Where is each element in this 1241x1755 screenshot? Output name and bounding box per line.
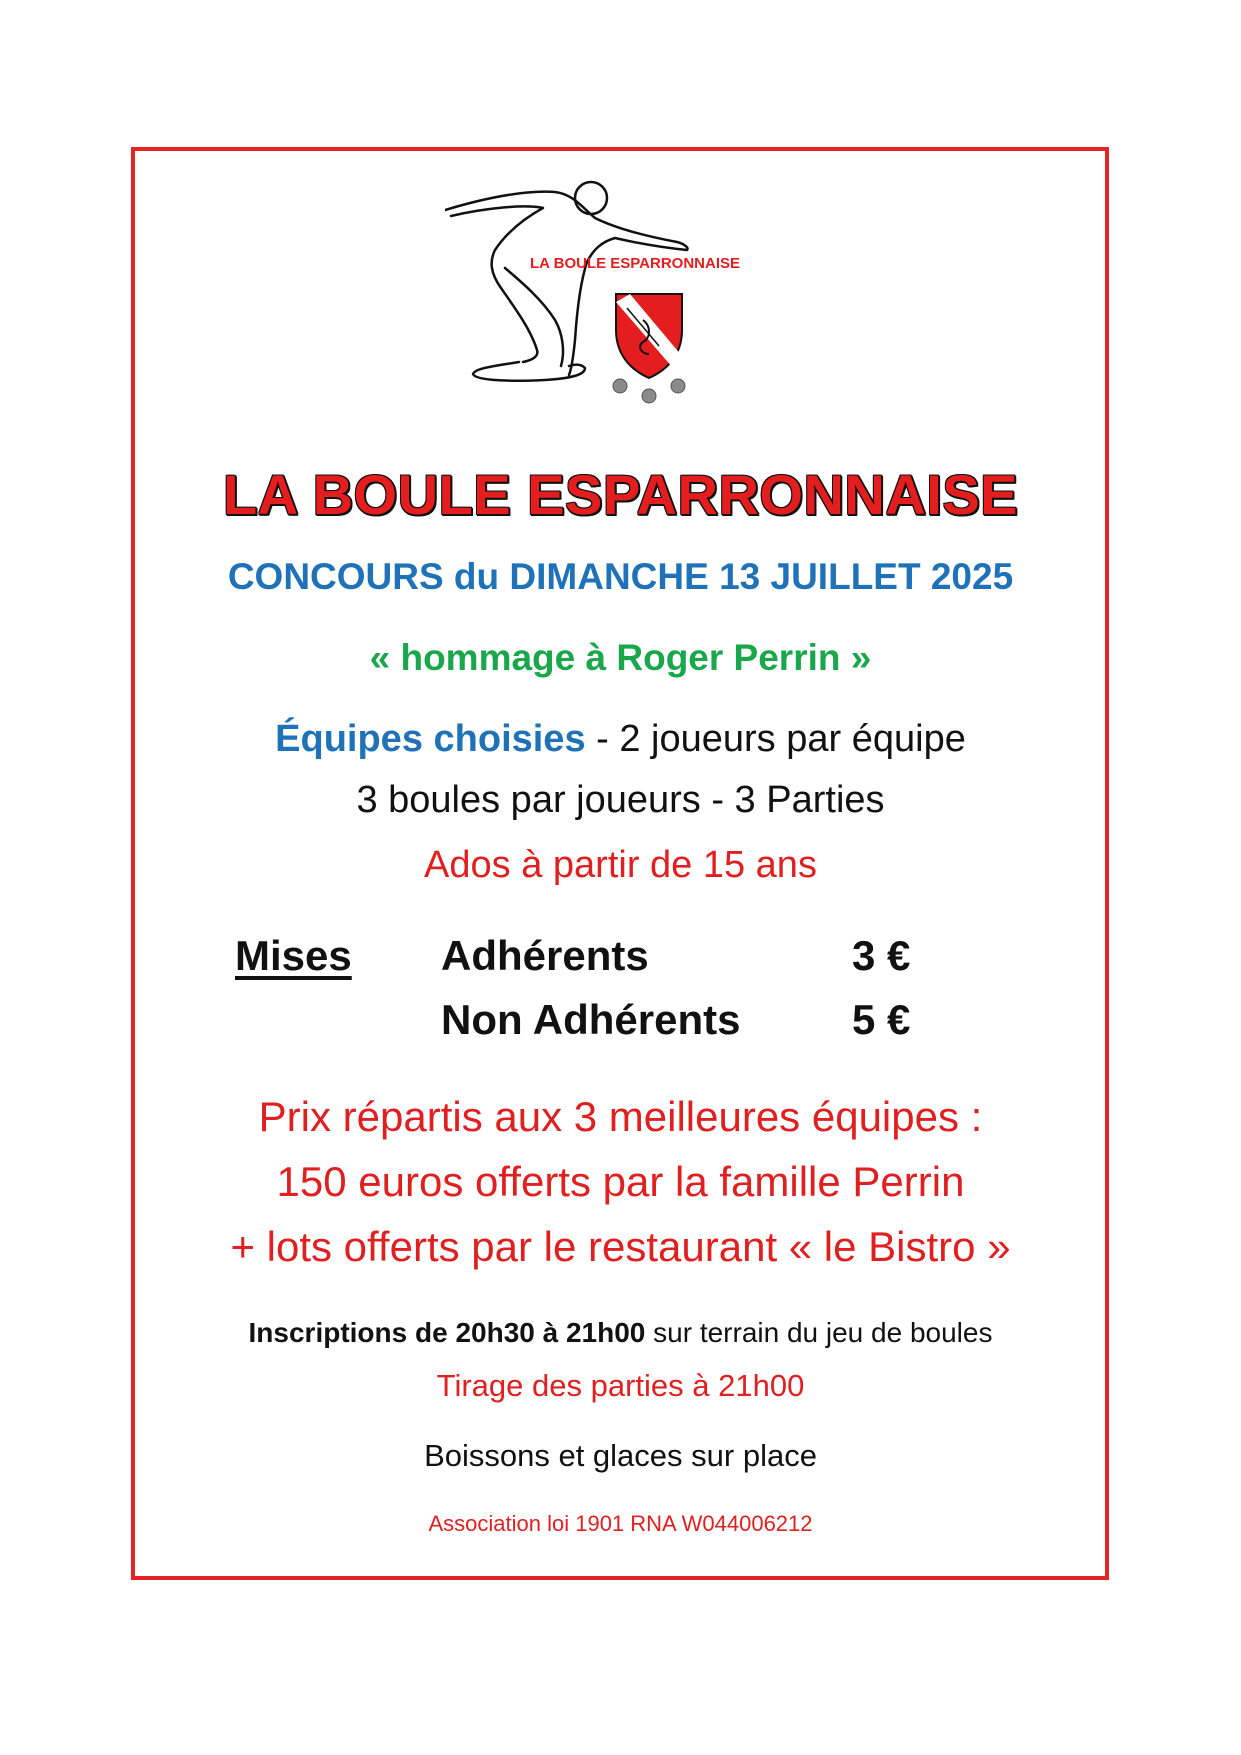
teams-label: Équipes choisies (275, 718, 586, 760)
boules-icon (613, 379, 685, 403)
prize-line: + lots offerts par le restaurant « le Bistro » (230, 1223, 1011, 1270)
prize-line: 150 euros offerts par la famille Perrin (276, 1158, 965, 1205)
stake-price: 5 € (852, 996, 911, 1043)
coat-of-arms-icon (616, 294, 682, 378)
registration-line (0, 1317, 1241, 1349)
age-line: Ados à partir de 15 ans (424, 844, 817, 886)
draw-time: Tirage des parties à 21h00 (436, 1368, 805, 1403)
stakes-label: Mises (235, 932, 352, 979)
registration-place: sur terrain du jeu de boules (645, 1317, 993, 1348)
stake-price: 3 € (852, 932, 911, 979)
tribute-line: « hommage à Roger Perrin » (369, 637, 872, 678)
teams-detail: - 2 joueurs par équipe (585, 718, 966, 760)
stake-category: Adhérents (441, 932, 649, 979)
logo-lettering: LA BOULE ESPARRONNAISE (530, 255, 741, 272)
prize-line: Prix répartis aux 3 meilleures équipes : (258, 1093, 983, 1140)
club-logo (445, 170, 805, 415)
association-footer: Association loi 1901 RNA W044006212 (428, 1511, 813, 1536)
stake-category: Non Adhérents (441, 996, 741, 1043)
teams-line (0, 718, 1241, 761)
registration-hours: Inscriptions de 20h30 à 21h00 (248, 1317, 646, 1348)
page-title: LA BOULE ESPARRONNAISE (222, 463, 1019, 526)
balls-line: 3 boules par joueurs - 3 Parties (356, 779, 885, 821)
event-date: CONCOURS du DIMANCHE 13 JUILLET 2025 (227, 556, 1014, 597)
refreshments-line: Boissons et glaces sur place (424, 1438, 817, 1473)
